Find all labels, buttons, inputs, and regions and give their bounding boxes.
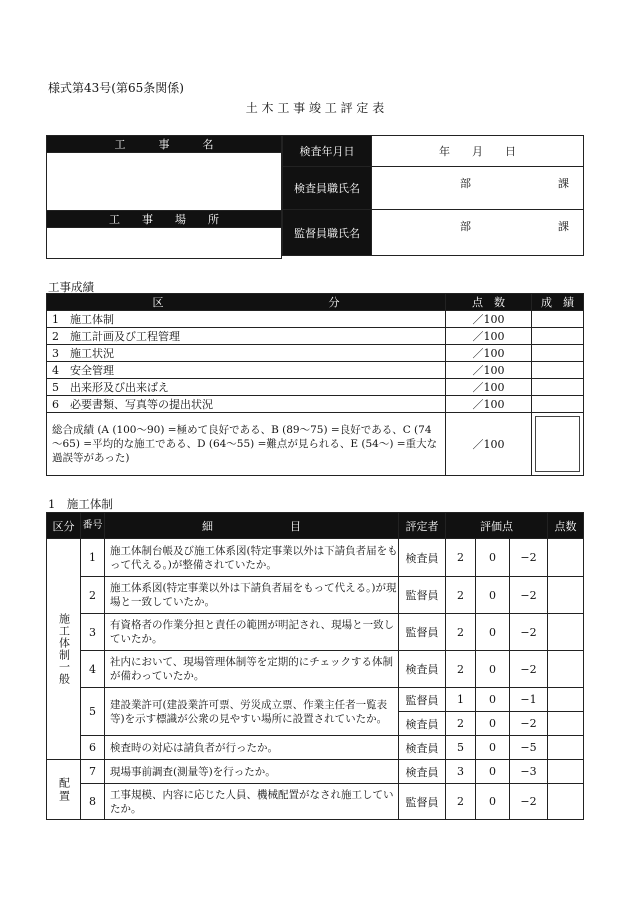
results-row-points: ／100 bbox=[446, 328, 532, 345]
item-evaluator: 検査員 bbox=[399, 760, 446, 784]
score-option[interactable]: −1 bbox=[510, 688, 548, 712]
table-row bbox=[47, 614, 584, 651]
results-row-grade[interactable] bbox=[532, 396, 584, 413]
item-evaluator: 監督員 bbox=[399, 784, 446, 820]
inspection-date-label: 検査年月日 bbox=[283, 136, 372, 167]
results-row-points: ／100 bbox=[446, 362, 532, 379]
item-points-cell[interactable] bbox=[548, 577, 584, 614]
score-option[interactable]: 2 bbox=[446, 577, 476, 614]
item-evaluator: 検査員 bbox=[399, 651, 446, 688]
project-location-field[interactable] bbox=[47, 228, 282, 259]
score-option[interactable]: −2 bbox=[510, 577, 548, 614]
score-option[interactable]: 2 bbox=[446, 614, 476, 651]
results-row bbox=[47, 396, 584, 413]
score-option[interactable]: 0 bbox=[476, 784, 510, 820]
project-name-header: 工 事 名 bbox=[47, 136, 282, 153]
item-number: 4 bbox=[81, 651, 105, 688]
item-points-cell[interactable] bbox=[548, 784, 584, 820]
col-hyoteisha: 評定者 bbox=[399, 513, 446, 539]
item-description: 検査時の対応は請負者が行ったか。 bbox=[105, 736, 399, 760]
results-row-grade[interactable] bbox=[532, 362, 584, 379]
results-row-grade[interactable] bbox=[532, 328, 584, 345]
supervisor-label: 監督員職氏名 bbox=[283, 210, 372, 256]
score-option[interactable]: 0 bbox=[476, 577, 510, 614]
item-description: 工事規模、内容に応じた人員、機械配置がなされ施工していたか。 bbox=[105, 784, 399, 820]
total-grade-description: 総合成績 (A (100～90) =極めて良好である、B (89～75) =良好である、C (74～65) =平均的な施工である、D (64～55) =難点が見られる、E (54～) =重大な過誤等があった) bbox=[47, 413, 446, 476]
supervisor-ka: 課 bbox=[558, 220, 569, 233]
score-option[interactable]: 2 bbox=[446, 651, 476, 688]
item-description: 建設業許可(建設業許可票、労災成立票、作業主任者一覧表等)を示す標識が公衆の見やすい場所に設置されていたか。 bbox=[105, 688, 399, 736]
results-row-label: 2 施工計画及び工程管理 bbox=[47, 328, 446, 345]
inspector-field[interactable] bbox=[372, 167, 584, 210]
results-row-points: ／100 bbox=[446, 396, 532, 413]
score-option[interactable]: 5 bbox=[446, 736, 476, 760]
inspector-ka: 課 bbox=[558, 177, 569, 190]
score-option[interactable]: 0 bbox=[476, 614, 510, 651]
score-option[interactable]: 0 bbox=[476, 539, 510, 577]
supervisor-field[interactable] bbox=[372, 210, 584, 256]
results-row bbox=[47, 362, 584, 379]
score-option[interactable]: 0 bbox=[476, 688, 510, 712]
table-row bbox=[47, 760, 584, 784]
score-option[interactable]: −2 bbox=[510, 712, 548, 736]
inspection-date-field[interactable]: 年 月 日 bbox=[372, 136, 584, 167]
item-number: 5 bbox=[81, 688, 105, 736]
score-option[interactable]: 3 bbox=[446, 760, 476, 784]
results-row-points: ／100 bbox=[446, 345, 532, 362]
results-row-points: ／100 bbox=[446, 379, 532, 396]
col-saimoku: 細 目 bbox=[105, 513, 399, 539]
inspector-label: 検査員職氏名 bbox=[283, 167, 372, 210]
results-row bbox=[47, 379, 584, 396]
item-points-cell[interactable] bbox=[548, 539, 584, 577]
score-option[interactable]: −2 bbox=[510, 614, 548, 651]
table-row bbox=[47, 784, 584, 820]
results-row-grade[interactable] bbox=[532, 311, 584, 328]
score-option[interactable]: −5 bbox=[510, 736, 548, 760]
item-description: 社内において、現場管理体制等を定期的にチェックする体制が備わっていたか。 bbox=[105, 651, 399, 688]
table-row bbox=[47, 688, 584, 712]
results-row-label: 5 出来形及び出来ばえ bbox=[47, 379, 446, 396]
section1-table bbox=[46, 512, 584, 820]
score-option[interactable]: 2 bbox=[446, 539, 476, 577]
item-number: 1 bbox=[81, 539, 105, 577]
total-points: ／100 bbox=[446, 413, 532, 476]
item-evaluator: 検査員 bbox=[399, 736, 446, 760]
col-hyokaten: 評価点 bbox=[446, 513, 548, 539]
col-kubun: 区分 bbox=[47, 513, 81, 539]
item-evaluator: 監督員 bbox=[399, 614, 446, 651]
total-grade-box[interactable] bbox=[535, 416, 580, 472]
score-option[interactable]: 0 bbox=[476, 651, 510, 688]
project-info-left bbox=[46, 135, 282, 259]
item-points-cell[interactable] bbox=[548, 614, 584, 651]
table-row bbox=[47, 577, 584, 614]
item-number: 8 bbox=[81, 784, 105, 820]
score-option[interactable]: 0 bbox=[476, 760, 510, 784]
item-evaluator: 検査員 bbox=[399, 712, 446, 736]
results-row bbox=[47, 311, 584, 328]
results-col-points: 点 数 bbox=[446, 294, 532, 311]
results-row bbox=[47, 345, 584, 362]
item-evaluator: 監督員 bbox=[399, 577, 446, 614]
results-row-grade[interactable] bbox=[532, 345, 584, 362]
item-evaluator: 検査員 bbox=[399, 539, 446, 577]
group-label-seko-taisei: 施工体制一般 bbox=[47, 539, 81, 760]
project-info-right bbox=[282, 135, 584, 256]
item-description: 施工体制台帳及び施工体系図(特定事業以外は下請負者届をもって代える。)が整備されていたか。 bbox=[105, 539, 399, 577]
item-number: 6 bbox=[81, 736, 105, 760]
score-option[interactable]: 0 bbox=[476, 736, 510, 760]
col-tensu: 点数 bbox=[548, 513, 584, 539]
item-description: 施工体系図(特定事業以外は下請負者届をもって代える。)が現場と一致していたか。 bbox=[105, 577, 399, 614]
item-number: 2 bbox=[81, 577, 105, 614]
document-title: 土 木 工 事 竣 工 評 定 表 bbox=[245, 101, 385, 115]
item-description: 現場事前調査(測量等)を行ったか。 bbox=[105, 760, 399, 784]
results-col-category: 区 分 bbox=[47, 294, 446, 311]
item-points-cell[interactable] bbox=[548, 688, 584, 712]
results-row bbox=[47, 328, 584, 345]
score-option[interactable]: 1 bbox=[446, 688, 476, 712]
group-label-haichi: 配置 bbox=[47, 760, 81, 820]
project-name-field[interactable] bbox=[47, 153, 282, 211]
score-option[interactable]: −2 bbox=[510, 539, 548, 577]
item-points-cell[interactable] bbox=[548, 712, 584, 736]
score-option[interactable]: 2 bbox=[446, 712, 476, 736]
item-description: 有資格者の作業分担と責任の範囲が明記され、現場と一致していたか。 bbox=[105, 614, 399, 651]
form-label: 様式第43号(第65条関係) bbox=[48, 81, 184, 95]
results-row-label: 6 必要書類、写真等の提出状況 bbox=[47, 396, 446, 413]
results-table bbox=[46, 293, 584, 476]
results-row-label: 1 施工体制 bbox=[47, 311, 446, 328]
table-row bbox=[47, 539, 584, 577]
section1-title: 1 施工体制 bbox=[48, 497, 113, 511]
item-points-cell[interactable] bbox=[548, 736, 584, 760]
results-row-label: 4 安全管理 bbox=[47, 362, 446, 379]
results-row-label: 3 施工状況 bbox=[47, 345, 446, 362]
item-number: 3 bbox=[81, 614, 105, 651]
supervisor-bu: 部 bbox=[460, 220, 471, 233]
col-bango: 番号 bbox=[81, 513, 105, 539]
results-col-grade: 成 績 bbox=[532, 294, 584, 311]
results-row-grade[interactable] bbox=[532, 379, 584, 396]
item-points-cell[interactable] bbox=[548, 760, 584, 784]
project-location-header: 工 事 場 所 bbox=[47, 211, 282, 228]
score-option[interactable]: −2 bbox=[510, 651, 548, 688]
score-option[interactable]: −2 bbox=[510, 784, 548, 820]
score-option[interactable]: −3 bbox=[510, 760, 548, 784]
results-row-points: ／100 bbox=[446, 311, 532, 328]
results-section-title: 工事成績 bbox=[48, 280, 94, 294]
score-option[interactable]: 0 bbox=[476, 712, 510, 736]
score-option[interactable]: 2 bbox=[446, 784, 476, 820]
item-evaluator: 監督員 bbox=[399, 688, 446, 712]
inspector-bu: 部 bbox=[460, 177, 471, 190]
item-number: 7 bbox=[81, 760, 105, 784]
item-points-cell[interactable] bbox=[548, 651, 584, 688]
total-grade-cell[interactable] bbox=[532, 413, 584, 476]
table-row bbox=[47, 736, 584, 760]
table-row bbox=[47, 651, 584, 688]
